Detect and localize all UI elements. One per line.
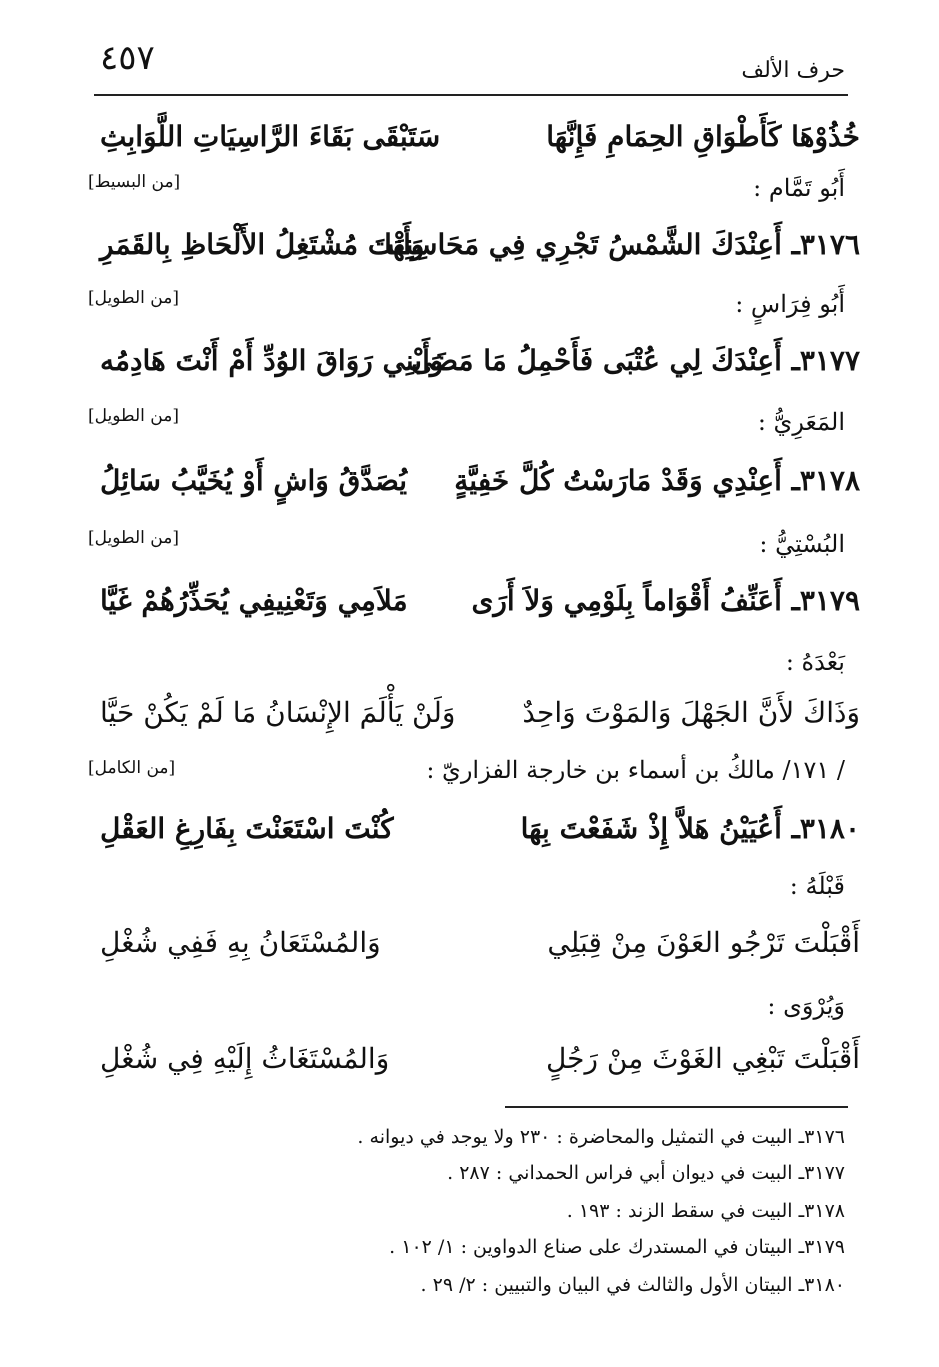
verse-first-hemistich: ٣١٧٨ـ أَعِنْدِي وَقَدْ مَارَسْتُ كُلَّ خَفِيَّةٍ (454, 464, 860, 497)
footnote: ٣١٧٨ـ البيت في سقط الزند : ١٩٣ . (566, 1200, 845, 1222)
verse-line (100, 918, 860, 968)
verse-second-hemistich: سَتَبْقَى بَقَاءَ الرَّاسِيَاتِ اللَّوَابِثِ (100, 120, 441, 153)
verse-second-hemistich: يُصَدَّقُ وَاشٍ أَوْ يُخَيَّبُ سَائِلُ (100, 464, 408, 497)
running-title: حرف الألف (741, 58, 845, 83)
verse-second-hemistich: وَأَنْتَ مُشْتَغِلُ الأَلْحَاظِ بِالقَمَرِ (100, 228, 425, 261)
verse-second-hemistich: كُنْتَ اسْتَعَنْتَ بِفَارِغِ العَقْلِ (100, 812, 394, 845)
footnote: ٣١٨٠ـ البيتان الأول والثالث في البيان والتبيين : ٢/ ٢٩ . (420, 1274, 845, 1296)
poet-name: أَبُو فِرَاسٍ : (735, 290, 845, 318)
verse-first-hemistich: خُذُوْهَا كَأَطْوَاقِ الحِمَامِ فَإِنَّهَا (546, 120, 860, 153)
verse-line (100, 1034, 860, 1084)
verse-first-hemistich: ٣١٧٧ـ أَعِنْدَكَ لِي عُتْبَى فَأَحْمِلُ مَا مَضَى (410, 344, 860, 377)
meter-label: [من الطويل] (88, 528, 179, 548)
page-number: ٤٥٧ (100, 38, 155, 78)
poet-name: المَعَرِيُّ : (757, 408, 845, 436)
verse-line (100, 336, 860, 386)
verse-line (100, 804, 860, 854)
poet-name: أَبُو تَمَّام : (753, 174, 845, 202)
verse-line (100, 688, 860, 738)
verse-first-hemistich: وَذَاكَ لأَنَّ الجَهْلَ وَالمَوْتَ وَاحِدٌ (522, 696, 860, 729)
poet-name: / ١٧١/ مالكُ بن أسماء بن خارجة الفزاريّ : (426, 756, 845, 784)
verse-second-hemistich: وَالمُسْتَعَانُ بِهِ فَفِي شُغْلِ (100, 926, 381, 959)
verse-line (100, 220, 860, 270)
verse-line (100, 576, 860, 626)
verse-second-hemistich: وَأَبْنِي رَوَاقَ الوُدِّ أَمْ أَنْتَ هَادِمُه (100, 344, 444, 377)
verse-first-hemistich: ٣١٨٠ـ أَعُيَيْنُ هَلاَّ إِذْ شَفَعْتَ بِهَا (520, 812, 860, 845)
verse-second-hemistich: مَلاَمِي وَتَعْنِيفِي يُحَذِّرُهُمْ غَيَّا (100, 584, 408, 617)
verse-line (100, 456, 860, 506)
verse-first-hemistich: أَقْبَلْتَ تَبْغِي الغَوْثَ مِنْ رَجُلٍ (545, 1042, 860, 1075)
meter-label: [من البسيط] (88, 172, 181, 192)
poet-name: البُسْتِيُّ : (759, 530, 845, 558)
header-divider (94, 94, 848, 96)
footnote: ٣١٧٦ـ البيت في التمثيل والمحاضرة : ٢٣٠ ولا يوجد في ديوانه . (357, 1126, 845, 1148)
verse-first-hemistich: ٣١٧٩ـ أَعَنِّفُ أَقْوَاماً بِلَوْمِي وَلاَ أَرَى (471, 584, 860, 617)
verse-line (100, 112, 860, 162)
verse-second-hemistich: وَلَنْ يَأْلَمَ الإِنْسَانُ مَا لَمْ يَكُنْ حَيَّا (100, 696, 456, 729)
poet-name: قَبْلَهُ : (789, 872, 845, 900)
meter-label: [من الطويل] (88, 406, 179, 426)
footnote: ٣١٧٩ـ البيتان في المستدرك على صناع الدواوين : ١/ ١٠٢ . (389, 1236, 845, 1258)
verse-first-hemistich: أَقْبَلْتَ تَرْجُو العَوْنَ مِنْ قِبَلِي (547, 926, 860, 959)
footnote: ٣١٧٧ـ البيت في ديوان أبي فراس الحمداني : ٢٨٧ . (447, 1162, 845, 1184)
verse-first-hemistich: ٣١٧٦ـ أَعِنْدَكَ الشَّمْسُ تَجْرِي فِي مَحَاسِنِهَا (384, 228, 860, 261)
verse-second-hemistich: وَالمُسْتَغَاثُ إِلَيْهِ فِي شُغْلِ (100, 1042, 390, 1075)
poet-name: وَيُرْوَى : (767, 992, 845, 1020)
meter-label: [من الطويل] (88, 288, 179, 308)
meter-label: [من الكامل] (88, 758, 176, 778)
poet-name: بَعْدَهُ : (785, 648, 845, 676)
footnote-divider (505, 1106, 848, 1108)
